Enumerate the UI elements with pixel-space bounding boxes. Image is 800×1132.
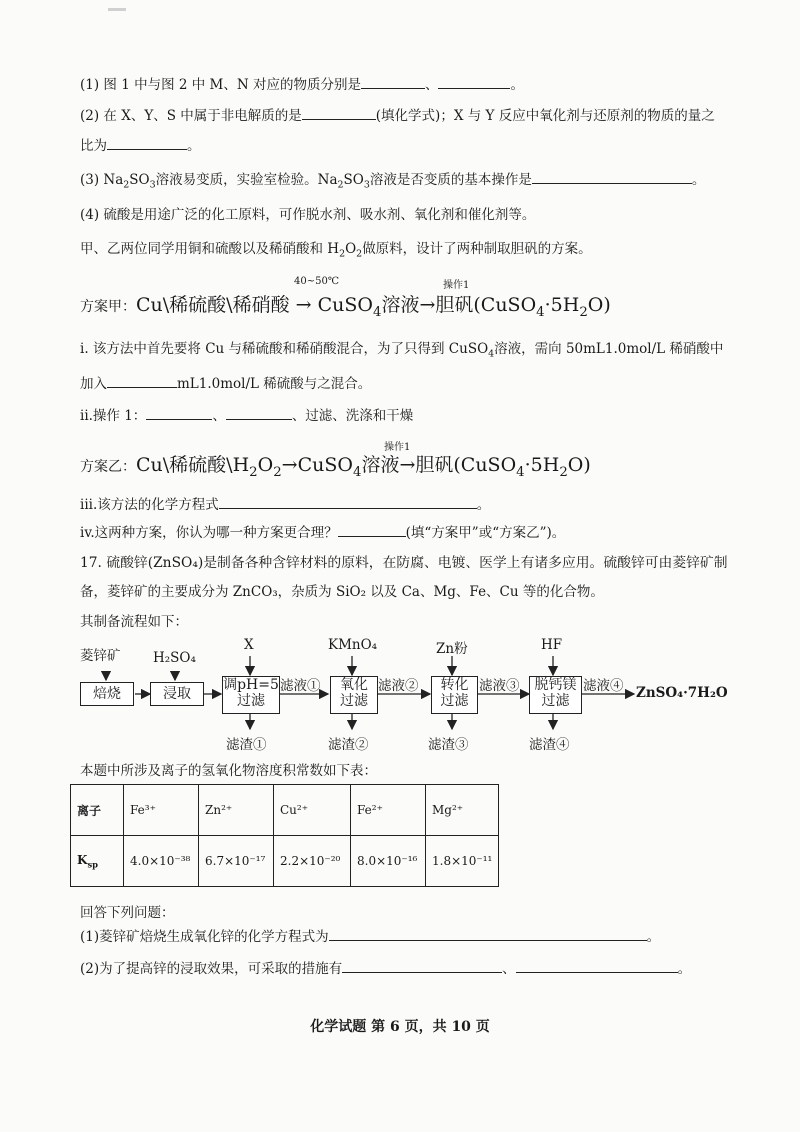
q16-part2-cont: 比为 。: [80, 138, 201, 154]
arrow-icon: →: [295, 294, 312, 316]
scheme-a: [80, 276, 720, 326]
residue-1: 滤渣①: [226, 737, 267, 753]
reagent-x-label: X: [244, 637, 254, 653]
q17-intro-3: 其制备流程如下：: [80, 614, 188, 630]
q16-ii: ii.操作 1： 、 、过滤、洗涤和干燥: [80, 408, 414, 424]
arrow-icon: →: [399, 454, 416, 476]
hf-label: HF: [541, 637, 563, 653]
q16-part2: (2) 在 X、Y、S 中属于非电解质的是 (填化学式)；X 与 Y 反应中氧化剂与还原剂的物质的量之: [80, 108, 715, 124]
table-cell: Mg²⁺: [426, 785, 499, 836]
zn-powder-label: Zn粉: [436, 641, 468, 657]
residue-2: 滤渣②: [328, 737, 369, 753]
answer-heading: 回答下列问题：: [80, 905, 175, 921]
q16-part1: (1) 图 1 中与图 2 中 M、N 对应的物质分别是 、 。: [80, 77, 524, 93]
q17-part1: (1)菱锌矿焙烧生成氧化锌的化学方程式为 。: [80, 929, 661, 945]
q17-intro-1: 17. 硫酸锌(ZnSO₄)是制备各种含锌材料的原料，在防腐、电镀、医学上有诸多应用。硫酸锌可由菱锌矿制: [80, 555, 728, 571]
residue-4: 滤渣④: [529, 737, 570, 753]
table-cell: 4.0×10⁻³⁸: [124, 836, 199, 887]
table-cell: 6.7×10⁻¹⁷: [199, 836, 274, 887]
scheme-b-equation: 方案乙：Cu\稀硫酸$\backslash H_2O_2\to CuSO_4$溶液→胆矾$(CuSO_4\cdot 5H_2O)$: [80, 454, 591, 480]
q17-intro-2: 备，菱锌矿的主要成分为 ZnCO₃，杂质为 SiO₂ 以及 Ca、Mg、Fe、Cu 等的化合物。: [80, 584, 604, 600]
q16-i-cont: 加入 mL1.0mol/L 稀硫酸与之混合。: [80, 376, 372, 392]
step-roast: 焙烧: [80, 682, 134, 706]
table-row: [71, 785, 499, 836]
table-cell: 8.0×10⁻¹⁶: [351, 836, 426, 887]
product-label: ZnSO₄·7H₂O: [636, 685, 728, 701]
step-decalcify: 脱钙镁 过滤: [529, 676, 582, 714]
scheme-a-operation: 操作1: [443, 280, 470, 291]
q16-i: i. 该方法中首先要将 Cu 与稀硫酸和稀硝酸混合，为了只得到 CuSO$_4$溶液，需向 50mL1.0mol/L 稀硝酸中: [80, 341, 724, 360]
step-oxidize: 氧化 过滤: [330, 676, 378, 714]
step-leach: 浸取: [150, 682, 204, 706]
ksp-table: [70, 784, 499, 887]
scheme-b: [80, 438, 640, 482]
kmno4-label: KMnO₄: [328, 637, 378, 653]
scheme-a-condition: 40~50℃: [294, 276, 340, 287]
q16-part3: (3) $Na_2SO_3$溶液易变质，实验室检验。$Na_2SO_3$溶液是否变质的基本操作是 。: [80, 172, 706, 191]
q16-part4: (4) 硫酸是用途广泛的化工原料，可作脱水剂、吸水剂、氧化剂和催化剂等。: [80, 207, 536, 223]
q16-intro-schemes: 甲、乙两位同学用铜和硫酸以及稀硝酸和 $H_2O_2$做原料，设计了两种制取胆矾的方案。: [80, 241, 592, 260]
table-cell: Cu²⁺: [274, 785, 351, 836]
scheme-a-equation: 方案甲：Cu\稀硫酸\稀硝酸 → CuSO$_4$溶液→胆矾$(CuSO_4\cdot 5H_2O)$: [80, 294, 611, 320]
table-cell: 1.8×10⁻¹¹: [426, 836, 499, 887]
table-head-ion: 离子: [71, 785, 124, 836]
table-cell: Fe²⁺: [351, 785, 426, 836]
acid-label: H₂SO₄: [153, 650, 196, 666]
arrow-icon: →: [419, 294, 436, 316]
filtrate-2: 滤液②: [378, 678, 419, 694]
table-cell: Fe³⁺: [124, 785, 199, 836]
ore-label: 菱锌矿: [80, 648, 121, 664]
table-cell: 2.2×10⁻²⁰: [274, 836, 351, 887]
residue-3: 滤渣③: [428, 737, 469, 753]
table-caption: 本题中所涉及离子的氢氧化物溶度积常数如下表：: [80, 763, 377, 779]
table-head-ksp: $K_{sp}$: [71, 836, 124, 887]
table-row: [71, 836, 499, 887]
step-convert: 转化 过滤: [431, 676, 478, 714]
table-cell: Zn²⁺: [199, 785, 274, 836]
q16-iii: iii.该方法的化学方程式 。: [80, 497, 491, 513]
scan-mark: [108, 8, 126, 11]
scheme-b-operation: 操作1: [384, 442, 411, 453]
page-footer: 化学试题 第 6 页，共 10 页: [310, 1019, 490, 1035]
filtrate-3: 滤液③: [479, 678, 520, 694]
q17-part2: (2)为了提高锌的浸取效果，可采取的措施有 、 。: [80, 961, 692, 977]
filtrate-4: 滤液④: [583, 678, 624, 694]
filtrate-1: 滤液①: [280, 678, 321, 694]
step-ph-adjust: 调pH=5 过滤: [222, 676, 280, 714]
arrow-icon: →: [281, 454, 298, 476]
q16-iv: iv.这两种方案，你认为哪一种方案更合理？ (填“方案甲”或“方案乙”)。: [80, 525, 566, 541]
